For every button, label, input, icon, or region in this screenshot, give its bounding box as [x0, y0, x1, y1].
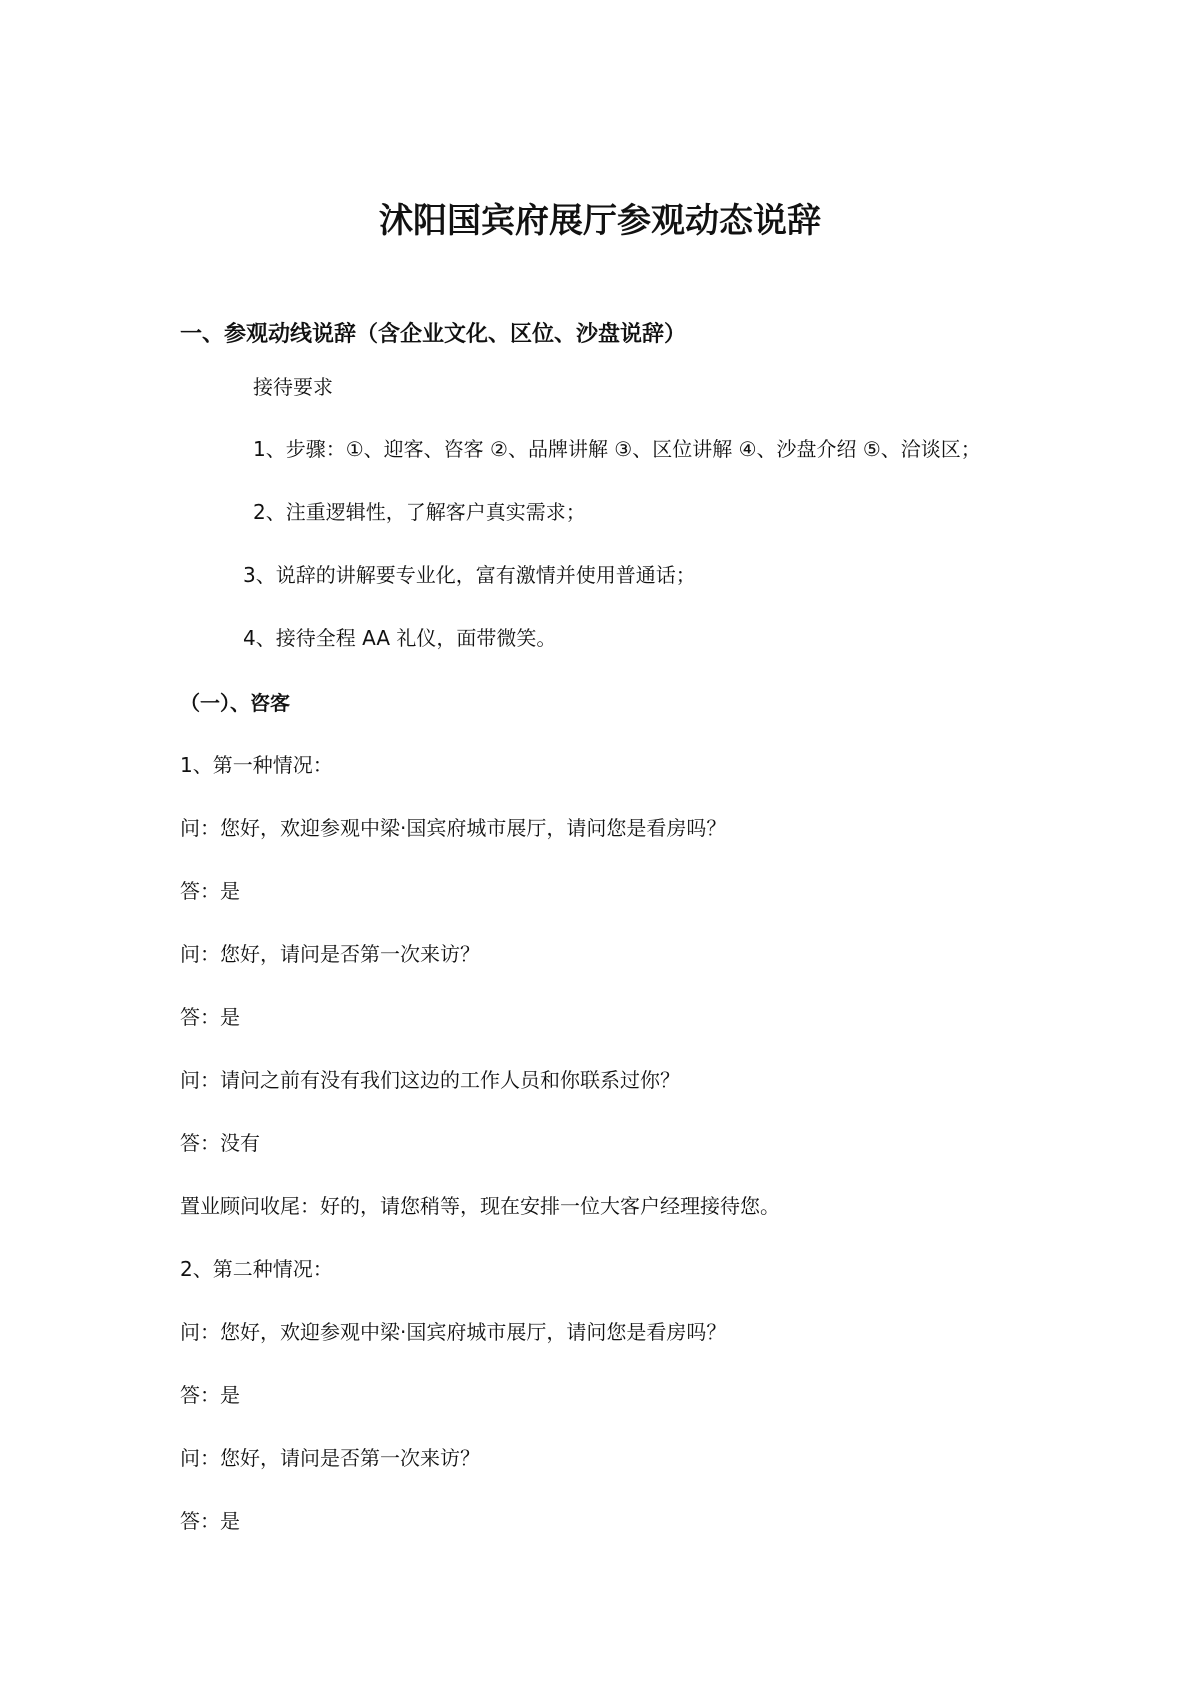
case-heading: 1、第一种情况：	[180, 753, 333, 777]
requirement-item: 1、步骤：①、迎客、咨客 ②、品牌讲解 ③、区位讲解 ④、沙盘介绍 ⑤、洽谈区；	[253, 437, 981, 461]
document-title: 沭阳国宾府展厅参观动态说辞	[379, 201, 821, 241]
case-heading: 2、第二种情况：	[180, 1257, 333, 1281]
requirements-title: 接待要求	[253, 375, 333, 399]
dialogue-line: 问：您好，欢迎参观中梁·国宾府城市展厅，请问您是看房吗？	[180, 816, 727, 840]
subsection-heading: （一）、咨客	[180, 691, 290, 715]
section-heading: 一、参观动线说辞（含企业文化、区位、沙盘说辞）	[180, 322, 687, 347]
dialogue-line: 问：您好，请问是否第一次来访？	[180, 942, 480, 966]
dialogue-line: 答：是	[180, 1383, 240, 1407]
dialogue-line: 问：请问之前有没有我们这边的工作人员和你联系过你？	[180, 1068, 680, 1092]
dialogue-line: 答：没有	[180, 1131, 260, 1155]
dialogue-line: 问：您好，欢迎参观中梁·国宾府城市展厅，请问您是看房吗？	[180, 1320, 727, 1344]
dialogue-line: 答：是	[180, 1509, 240, 1533]
requirement-item: 3、说辞的讲解要专业化，富有激情并使用普通话；	[243, 563, 696, 587]
requirement-item: 2、注重逻辑性，了解客户真实需求；	[253, 500, 586, 524]
requirement-item: 4、接待全程 AA 礼仪，面带微笑。	[243, 626, 557, 650]
dialogue-line: 答：是	[180, 1005, 240, 1029]
dialogue-line: 答：是	[180, 879, 240, 903]
dialogue-line: 置业顾问收尾：好的，请您稍等，现在安排一位大客户经理接待您。	[180, 1194, 780, 1218]
dialogue-line: 问：您好，请问是否第一次来访？	[180, 1446, 480, 1470]
